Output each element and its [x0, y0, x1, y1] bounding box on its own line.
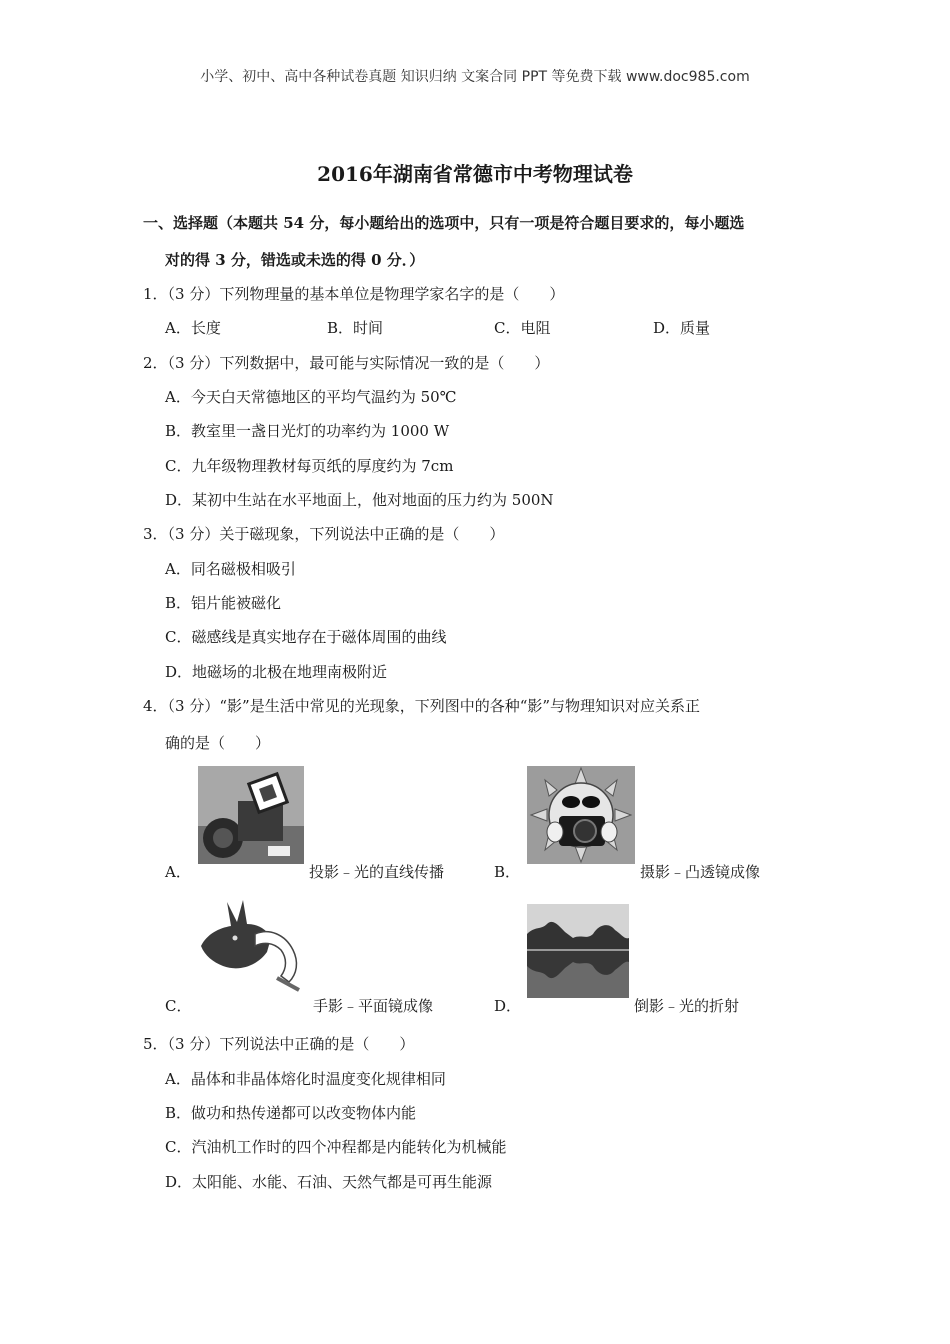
question-4-stem-line2: 确的是（ ）: [165, 734, 271, 752]
question-1-option-d: D．质量: [653, 319, 711, 337]
question-1-option-c: C．电阻: [494, 319, 551, 337]
section-heading-line1: 一、选择题（本题共 54 分，每小题给出的选项中，只有一项是符合题目要求的，每小题选: [143, 214, 745, 232]
question-4-option-c-letter: C．: [165, 997, 192, 1015]
question-4-option-a-text: 投影﹣光的直线传播: [309, 863, 445, 881]
question-4-option-a-letter: A．: [165, 863, 191, 881]
sun-camera-image: [527, 766, 635, 864]
question-2-option-d: D．某初中生站在水平地面上，他对地面的压力约为 500N: [165, 491, 554, 509]
question-3-option-d: D．地磁场的北极在地理南极附近: [165, 663, 388, 681]
question-4-stem-line1: 4．（3 分）“影”是生活中常见的光现象，下列图中的各种“影”与物理知识对应关系正: [143, 697, 701, 715]
question-5-option-b: B．做功和热传递都可以改变物体内能: [165, 1104, 417, 1122]
section-heading-line2: 对的得 3 分，错选或未选的得 0 分．）: [165, 251, 425, 269]
question-2-option-a: A．今天白天常德地区的平均气温约为 50℃: [165, 388, 457, 406]
question-5-option-c: C．汽油机工作时的四个冲程都是内能转化为机械能: [165, 1138, 507, 1156]
projector-image: [198, 766, 304, 864]
question-5-stem: 5．（3 分）下列说法中正确的是（ ）: [143, 1035, 415, 1053]
question-1-option-a: A．长度: [165, 319, 221, 337]
question-4-option-b-text: 摄影﹣凸透镜成像: [640, 863, 761, 881]
question-2-option-b: B．教室里一盏日光灯的功率约为 1000 W: [165, 422, 450, 440]
question-5-option-a: A．晶体和非晶体熔化时温度变化规律相同: [165, 1070, 446, 1088]
question-4-option-d-letter: D．: [494, 997, 522, 1015]
question-3-option-c: C．磁感线是真实地存在于磁体周围的曲线: [165, 628, 447, 646]
page-title: 2016年湖南省常德市中考物理试卷: [317, 162, 633, 186]
question-2-stem: 2．（3 分）下列数据中，最可能与实际情况一致的是（ ）: [143, 354, 550, 372]
question-4-option-d-text: 倒影﹣光的折射: [634, 997, 740, 1015]
question-2-option-c: C．九年级物理教材每页纸的厚度约为 7cm: [165, 457, 454, 475]
reflection-landscape-image: [527, 904, 629, 998]
question-4-option-b-letter: B．: [494, 863, 521, 881]
question-3-option-a: A．同名磁极相吸引: [165, 560, 296, 578]
hand-shadow-image: [193, 894, 309, 994]
question-3-option-b: B．铝片能被磁化: [165, 594, 282, 612]
page-header: 小学、初中、高中各种试卷真题 知识归纳 文案合同 PPT 等免费下载 www.doc985.com: [200, 69, 750, 85]
question-1-stem: 1．（3 分）下列物理量的基本单位是物理学家名字的是（ ）: [143, 285, 565, 303]
question-5-option-d: D．太阳能、水能、石油、天然气都是可再生能源: [165, 1173, 493, 1191]
question-3-stem: 3．（3 分）关于磁现象，下列说法中正确的是（ ）: [143, 525, 505, 543]
question-4-option-c-text: 手影﹣平面镜成像: [313, 997, 434, 1015]
question-1-option-b: B．时间: [327, 319, 384, 337]
